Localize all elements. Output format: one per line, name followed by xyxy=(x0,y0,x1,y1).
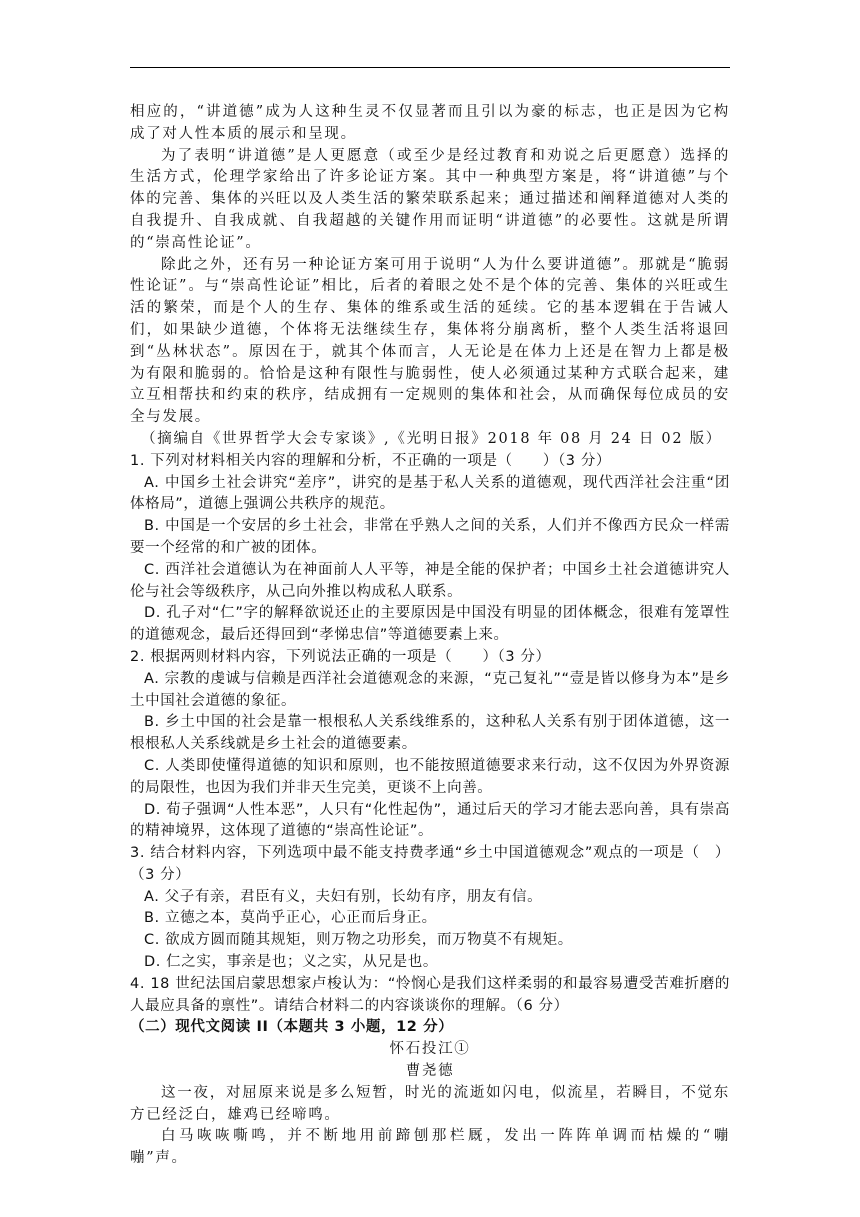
article-paragraph-2: 为了表明“讲道德”是人更愿意（或至少是经过教育和劝说之后更愿意）选择的生活方式，伦理学家给出了许多论证方案。其中一种典型方案是，将“讲道德”与个体的完善、集体的兴旺以及人类生活的繁荣联系起来；通过描述和阐释道德对人类的自我提升、自我成就、自我超越的关键作用而证明“讲道德”的必要性。这就是所谓的“崇高性论证”。 xyxy=(130,147,730,251)
question-3-stem: 3. 结合材料内容，下列选项中最不能支持费孝通“乡土中国道德观念”观点的一项是（ ）（3 分） xyxy=(130,845,730,883)
question-1-option-c: C. 西洋社会道德认为在神面前人人平等，神是全能的保护者；中国乡土社会道德讲究人伦与社会等级秩序，从己向外推以构成私人联系。 xyxy=(130,561,730,600)
header-rule xyxy=(130,67,730,68)
story-paragraph-1: 这一夜，对屈原来说是多么短暂，时光的流逝如闪电，似流星，若瞬目，不觉东方已经泛白，雄鸡已经啼鸣。 xyxy=(130,1084,730,1123)
document-body xyxy=(130,102,730,1170)
question-2-option-a: A. 宗教的虔诚与信赖是西洋社会道德观念的来源，“克己复礼”“壹是皆以修身为本”是乡土中国社会道德的象征。 xyxy=(130,670,730,709)
question-2-option-c: C. 人类即使懂得道德的知识和原则，也不能按照道德要求来行动，这不仅因为外界资源的局限性，也因为我们并非天生完美，更谈不上向善。 xyxy=(130,757,730,796)
question-1-stem: 1. 下列对材料相关内容的理解和分析，不正确的一项是（ ）（3 分） xyxy=(130,452,612,469)
question-2-option-d: D. 荀子强调“人性本恶”，人只有“化性起伪”，通过后天的学习才能去恶向善，具有崇高的精神境界，这体现了道德的“崇高性论证”。 xyxy=(130,801,730,840)
question-3-option-c: C. 欲成方圆而随其规矩，则万物之功形矣，而万物莫不有规矩。 xyxy=(144,932,573,949)
section-2-heading: （二）现代文阅读 II（本题共 3 小题，12 分） xyxy=(130,1019,454,1036)
story-paragraph-2: 白马咴咴嘶鸣，并不断地用前蹄刨那栏厩，发出一阵阵单调而枯燥的“嘣嘣”声。 xyxy=(130,1128,730,1167)
question-3-option-a: A. 父子有亲，君臣有义，夫妇有别，长幼有序，朋友有信。 xyxy=(144,888,543,905)
question-3-option-d: D. 仁之实，事亲是也；义之实，从兄是也。 xyxy=(144,954,438,971)
article-paragraph-3: 除此之外，还有另一种论证方案可用于说明“人为什么要讲道德”。那就是“脆弱性论证”。与“崇高性论证”相比，后者的着眼之处不是个体的完善、集体的兴旺或生活的繁荣，而是个人的生存、集体的维系或生活的延续。它的基本逻辑在于告诫人们，如果缺少道德，个体将无法继续生存，集体将分崩离析，整个人类生活将退回到“丛林状态”。原因在于，就其个体而言，人无论是在体力上还是在智力上都是极为有限和脆弱的。恰恰是这种有限性与脆弱性，使人必须通过某种方式联合起来，建立互相帮扶和约束的秩序，结成拥有一定规则的集体和社会，从而确保每位成员的安全与发展。 xyxy=(130,256,730,426)
question-1-option-b: B. 中国是一个安居的乡土社会，非常在乎熟人之间的关系，人们并不像西方民众一样需要一个经常的和广被的团体。 xyxy=(130,518,730,556)
question-1-option-a: A. 中国乡土社会讲究“差序”，讲究的是基于私人关系的道德观，现代西洋社会注重“团体格局”，道德上强调公共秩序的规范。 xyxy=(130,474,730,513)
question-2-stem: 2. 根据两则材料内容，下列说法正确的一项是（ ）（3 分） xyxy=(130,648,551,665)
question-2-option-b: B. 乡土中国的社会是靠一根根私人关系线维系的，这种私人关系有别于团体道德，这一根根私人关系线就是乡土社会的道德要素。 xyxy=(130,714,730,753)
question-1-option-d: D. 孔子对“仁”字的解释欲说还止的主要原因是中国没有明显的团体概念，很难有笼罩性的道德观念，最后还得回到“孝悌忠信”等道德要素上来。 xyxy=(130,605,730,644)
question-3-option-b: B. 立德之本，莫尚乎正心，心正而后身正。 xyxy=(144,910,437,927)
article-source: （摘编自《世界哲学大会专家谈》,《光明日报》2018 年 08 月 24 日 02 版） xyxy=(141,430,722,447)
story-author: 曹尧德 xyxy=(405,1063,455,1080)
story-title: 怀石投江① xyxy=(389,1041,471,1058)
article-paragraph-1: 相应的，“讲道德”成为人这种生灵不仅显著而且引以为豪的标志，也正是因为它构成了对人性本质的展示和呈现。 xyxy=(130,104,730,142)
question-4-stem: 4. 18 世纪法国启蒙思想家卢梭认为：“怜悯心是我们这样柔弱的和最容易遭受苦难折磨的人最应具备的禀性”。请结合材料二的内容谈谈你的理解。（6 分） xyxy=(130,975,730,1014)
